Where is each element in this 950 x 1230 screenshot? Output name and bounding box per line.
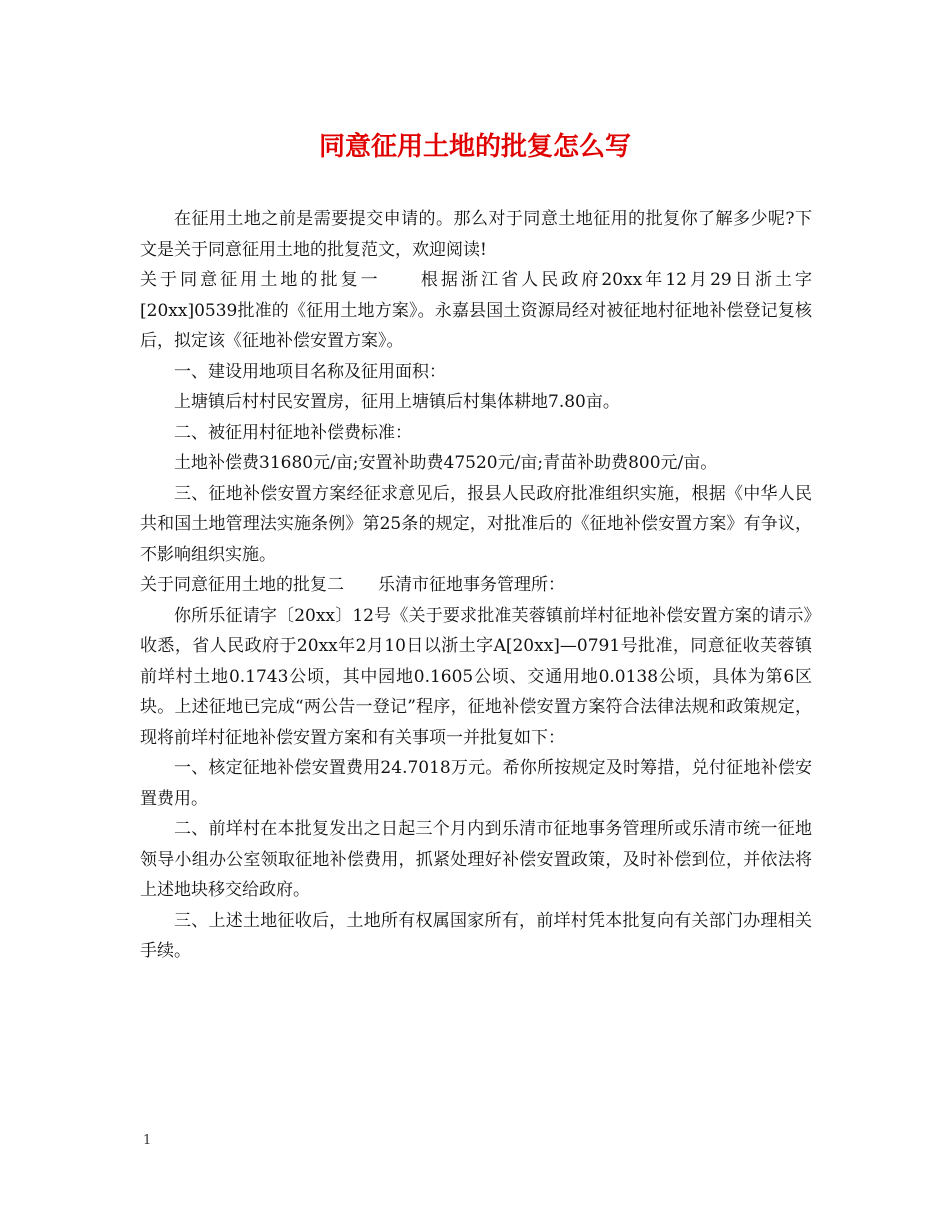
document-title: 同意征用土地的批复怎么写 [318,132,631,162]
paragraph-item-one: 一、核定征地补偿安置费用24.7018万元。希你所按规定及时筹措，兑付征地补偿安置费用。 [140,758,812,809]
paragraph-section-one-title: 一、建设用地项目名称及征用面积： [174,361,446,382]
paragraph-section-two-body: 土地补偿费31680元/亩;安置补助费47520元/亩;青苗补助费800元/亩。 [174,453,718,473]
paragraph-section-three: 三、征地补偿安置方案经征求意见后，报县人民政府批准组织实施，根据《中华人民共和国土地管理法实施条例》第25条的规定，对批准后的《征地补偿安置方案》有争议，不影响组织实施。 [140,483,812,565]
paragraph-reply-two-heading: 关于同意征用土地的批复二 乐清市征地事务管理所： [140,575,565,595]
paragraph-reply-one-heading: 关于同意征用土地的批复一 根据浙江省人民政府20xx年12月29日浙土字[20xx]0539批准的《征用土地方案》。永嘉县国土资源局经对被征地村征地补偿登记复核后，拟定该《征地补偿安置方案》。 [140,270,812,351]
paragraph-section-two-title: 二、被征用村征地补偿费标准： [174,422,412,443]
paragraph-item-two: 二、前垟村在本批复发出之日起三个月内到乐清市征地事务管理所或乐清市统一征地领导小组办公室领取征地补偿费用，抓紧处理好补偿安置政策，及时补偿到位，并依法将上述地块移交给政府。 [140,819,812,900]
document-body [140,204,812,967]
page-number: 1 [143,1133,152,1148]
paragraph-section-one-body: 上塘镇后村村民安置房，征用上塘镇后村集体耕地7.80亩。 [174,392,620,412]
paragraph-intro: 在征用土地之前是需要提交申请的。那么对于同意土地征用的批复你了解多少呢?下文是关于同意征用土地的批复范文，欢迎阅读! [140,209,812,260]
paragraph-item-three: 三、上述土地征收后，土地所有权属国家所有，前垟村凭本批复向有关部门办理相关手续。 [140,910,812,961]
paragraph-reply-two-body: 你所乐征请字〔20xx〕12号《关于要求批准芙蓉镇前垟村征地补偿安置方案的请示》收悉，省人民政府于20xx年2月10日以浙土字A[20xx]—0791号批准，同意征收芙蓉镇前垟村土地0.1743公顷，其中园地0.1605公顷、交通用地0.0138公顷，具体为第6区块。上述征地已完成“两公告一登记”程序，征地补偿安置方案符合法律法规和政策规定，现将前垟村征地补偿安置方案和有关事项一并批复如下： [140,605,812,748]
